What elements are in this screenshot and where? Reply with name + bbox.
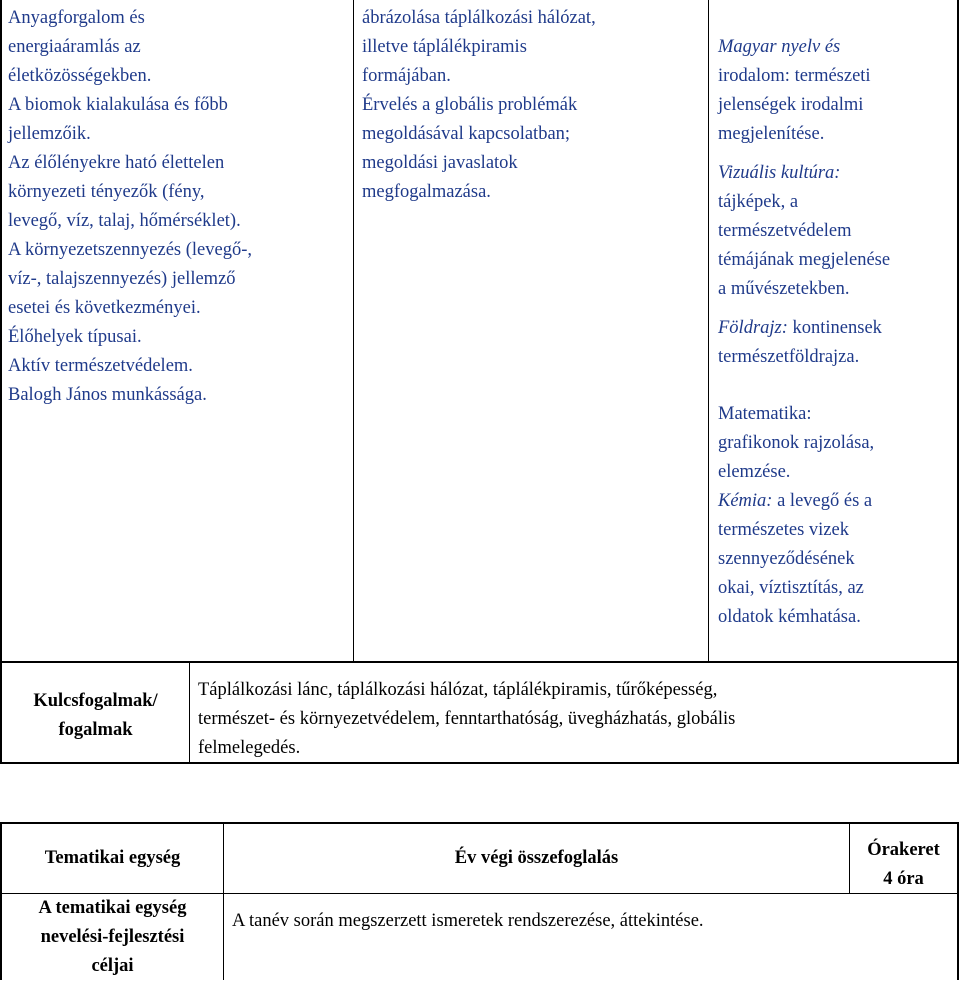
magyar-label: Magyar nyelv és [718, 37, 841, 57]
kulcs-line: felmelegedés. [198, 738, 301, 758]
col2-line: formájában. [362, 66, 451, 86]
col-divider-2 [708, 0, 709, 661]
kulcs-row-top-border [0, 661, 959, 663]
col1-line: víz-, talajszennyezés) jellemző [8, 269, 236, 289]
col1-line: környezeti tényezők (fény, [8, 182, 205, 202]
kulcsfogalmak-content [198, 676, 735, 763]
col1-line: jellemzőik. [8, 124, 91, 144]
col1-line: A környezetszennyezés (levegő-, [8, 240, 252, 260]
orakeret [850, 836, 957, 894]
kulcs-divider [189, 661, 190, 763]
celjai-text: A tanév során megszerzett ismeretek rendszerezése, áttekintése. [232, 911, 704, 931]
col1-line: Anyagforgalom és [8, 8, 145, 28]
column-3-content: Magyar nyelv és irodalom: természeti jelenségek irodalmi megjelenítése. Vizuális kultúra: tájképek, a természetvédelem témájának megjelenése a művészetekben. Földrajz: kontinensek természetföldrajza. Matematika: grafikonok rajzolása, elemzése. Kémia: a levegő és a természetes vizek szennyeződésének okai, víztisztítás, az oldatok kémhatása. [718, 33, 890, 632]
bottom-table-top-border [0, 822, 959, 824]
kulcsfogalmak-label: Kulcsfogalmak/ fogalmak [33, 691, 158, 740]
kulcs-line: Táplálkozási lánc, táplálkozási hálózat, táplálékpiramis, tűrőképesség, [198, 680, 718, 700]
vizualis-label: Vizuális kultúra: [718, 163, 841, 183]
column-1-content [8, 4, 252, 410]
bottom-table-right-border [957, 822, 959, 980]
col2-line: ábrázolása táplálkozási hálózat, [362, 8, 596, 28]
top-table-right-border [957, 0, 959, 764]
tematikai-egyseg-title: Év végi összefoglalás [454, 848, 619, 868]
col1-line: levegő, víz, talaj, hőmérséklet). [8, 211, 241, 231]
orakeret-value: 4 óra [883, 869, 924, 889]
col2-line: megfogalmazása. [362, 182, 491, 202]
celjai-label: A tematikai egység nevelési-fejlesztési céljai [38, 898, 187, 976]
col1-line: A biomok kialakulása és főbb [8, 95, 228, 115]
col1-line: Balogh János munkássága. [8, 385, 207, 405]
col2-line: Érvelés a globális problémák [362, 95, 578, 115]
top-table-left-border [0, 0, 2, 764]
kemia-line: Kémia: a levegő és a [718, 491, 873, 511]
foldrajz-label: Földrajz: [718, 318, 788, 338]
col1-line: életközösségekben. [8, 66, 152, 86]
col1-line: Aktív természetvédelem. [8, 356, 193, 376]
orakeret-label: Órakeret [867, 840, 940, 860]
foldrajz-line: Földrajz: kontinensek [718, 318, 882, 338]
column-2-content [362, 4, 596, 207]
kulcs-line: természet- és környezetvédelem, fenntarthatóság, üvegházhatás, globális [198, 709, 736, 729]
col-divider-1 [353, 0, 354, 661]
col1-line: Élőhelyek típusai. [8, 327, 142, 347]
matek-label: Matematika: [718, 404, 812, 424]
magyar-line-2: irodalom: természeti [718, 66, 871, 86]
col2-line: illetve táplálékpiramis [362, 37, 527, 57]
kemia-label: Kémia: [718, 491, 773, 511]
magyar-line-1 [718, 33, 890, 62]
col1-line: esetei és következményei. [8, 298, 201, 318]
tematikai-egyseg-label: Tematikai egység [44, 848, 181, 868]
col1-line: energiaáramlás az [8, 37, 141, 57]
col1-line: Az élőlényekre ható élettelen [8, 153, 225, 173]
col2-line: megoldásával kapcsolatban; [362, 124, 571, 144]
col2-line: megoldási javaslatok [362, 153, 518, 173]
